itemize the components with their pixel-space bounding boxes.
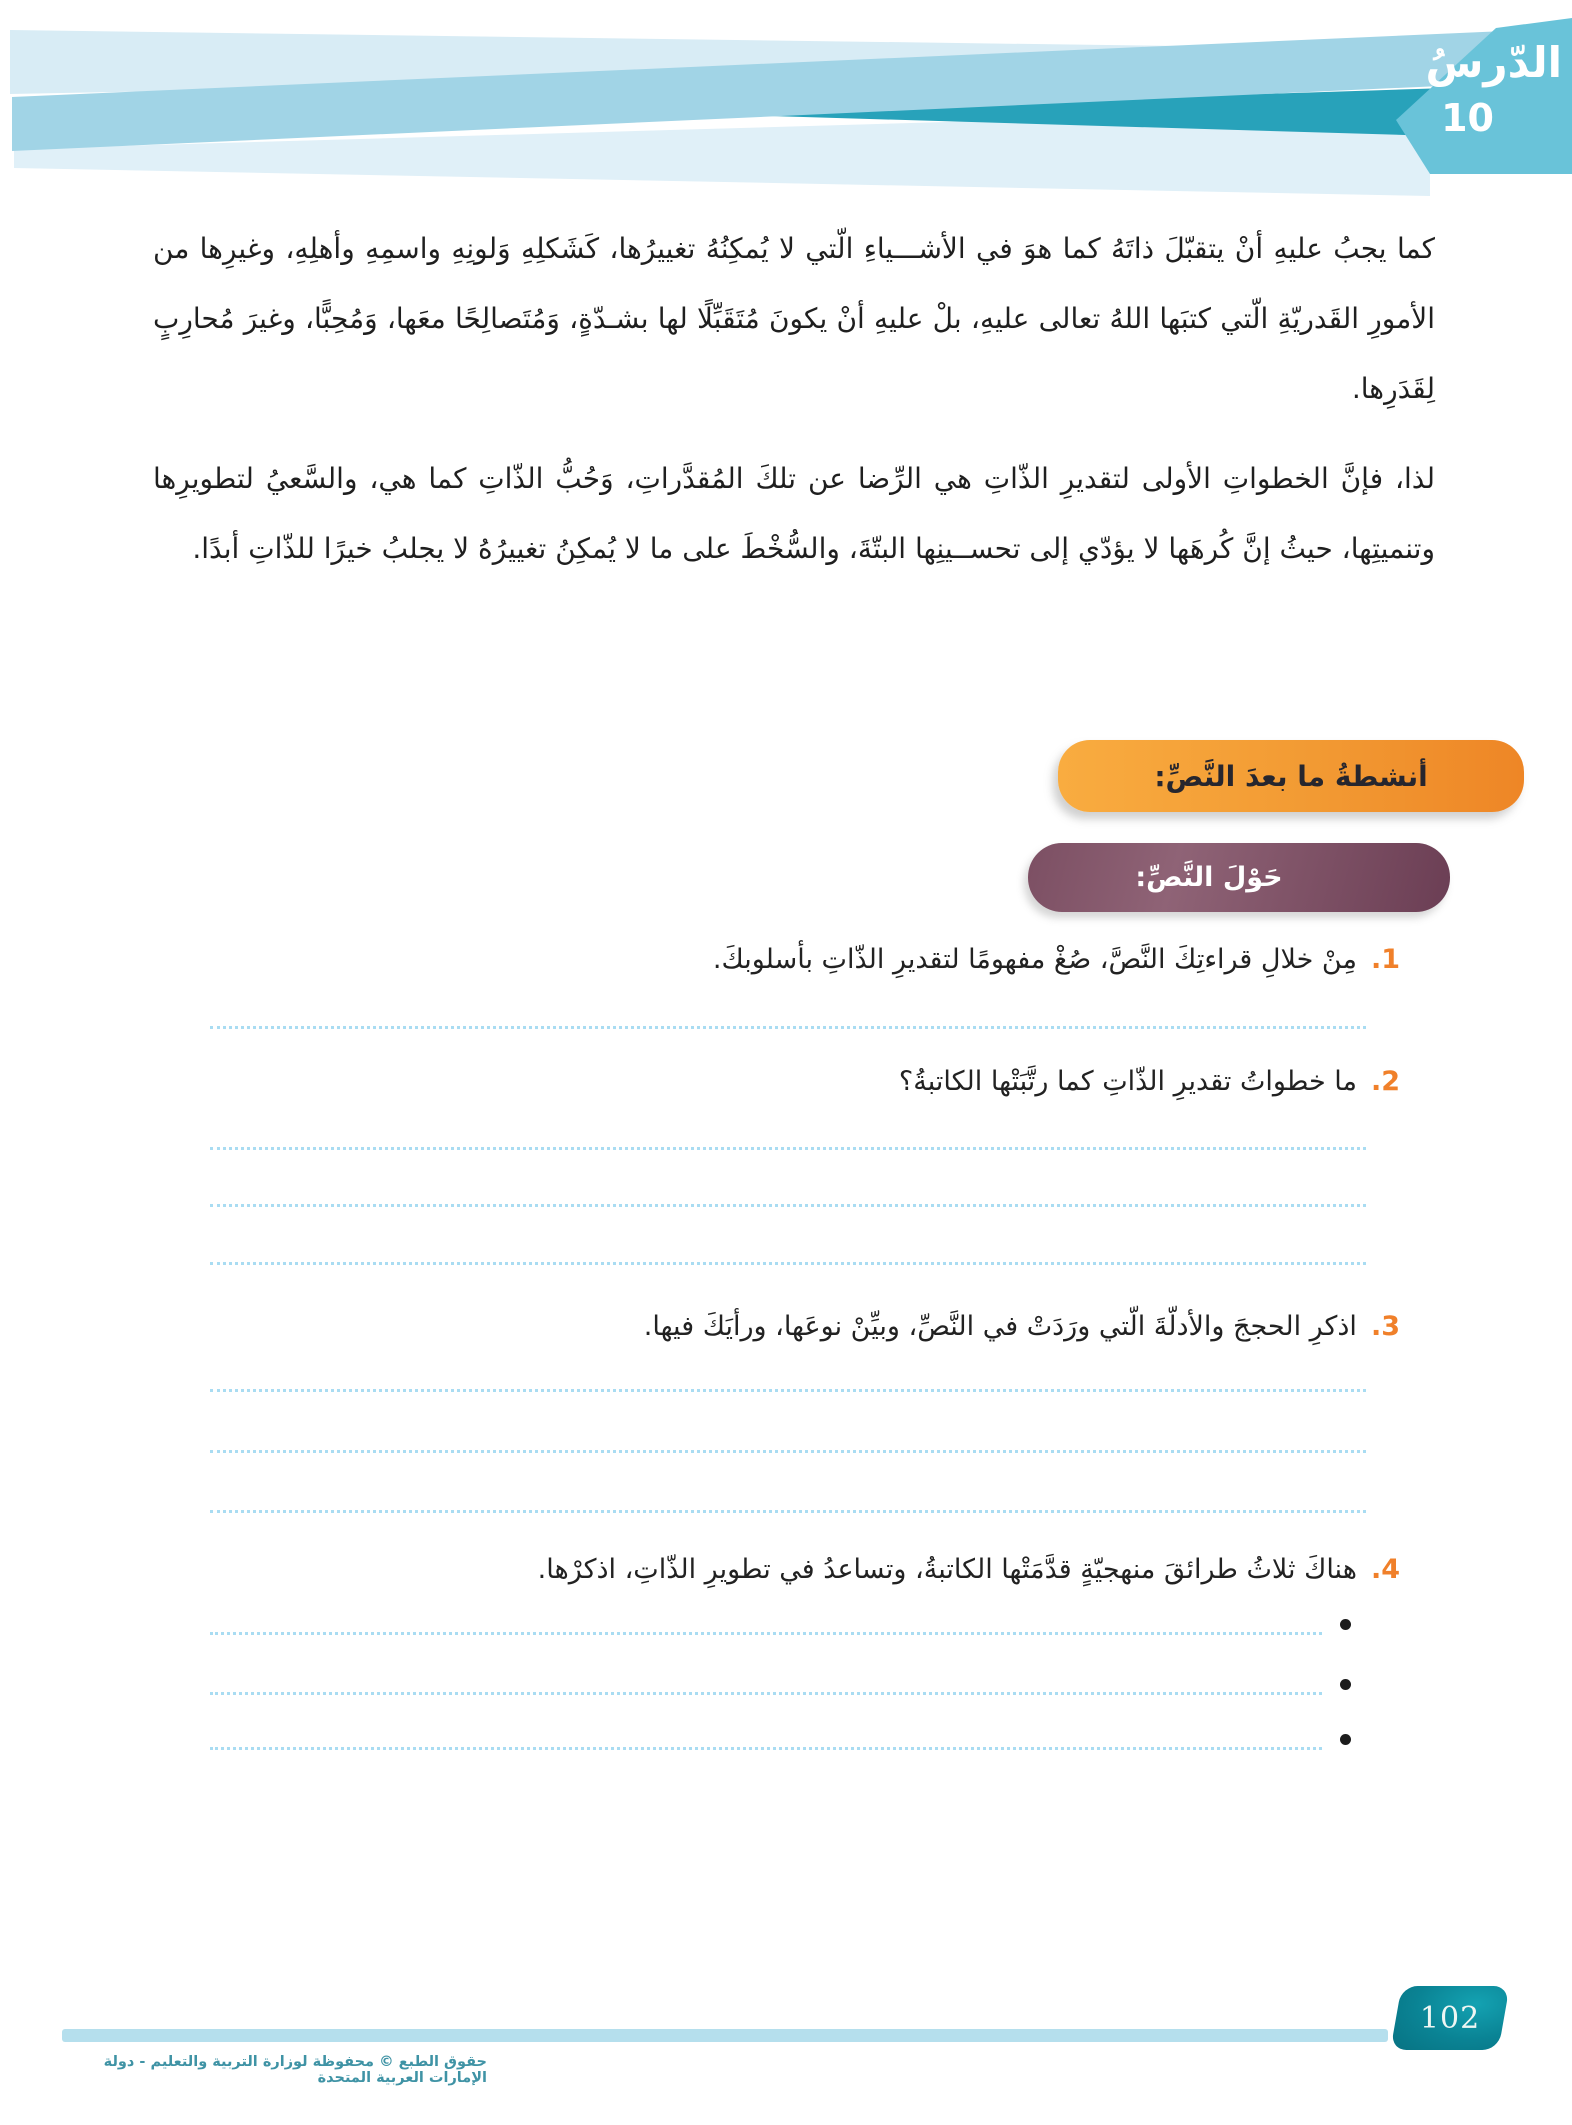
answer-line — [210, 1389, 1366, 1392]
about-the-text-label: حَوْلَ النَّصِّ: — [1135, 862, 1283, 893]
body-paragraph-2: لذا، فإنَّ الخطواتِ الأولى لتقديرِ الذّاتِ هي الرِّضا عن تلكَ المُقدَّراتِ، وَحُبُّ الذّاتِ كما هي، والسَّعيُ لتطويرِها وتنميتِها، حيثُ إنَّ كُرهَها لا يؤدّي إلى تحســينِها البتّةَ، والسُّخْطَ على ما لا يُمكِنُ تغييرُهُ لا يجلبُ خيرًا للذّاتِ أبدًا. — [153, 462, 1435, 565]
question-number: 2. — [1370, 1066, 1400, 1097]
page-number: 102 — [1419, 2000, 1481, 2036]
answer-line — [210, 1692, 1322, 1695]
copyright-text: حقوق الطبع © محفوظة لوزارة التربية والتعليم - دولة الإمارات العربية المتحدة — [103, 2054, 487, 2086]
question-number: 4. — [1370, 1554, 1400, 1585]
answer-line — [210, 1450, 1366, 1453]
question-text: ما خطواتُ تقديرِ الذّاتِ كما رتَّبَتْها الكاتبةُ؟ — [898, 1066, 1357, 1097]
body-paragraph-1: كما يجبُ عليهِ أنْ يتقبّلَ ذاتَهُ كما هوَ في الأشـــياءِ الّتي لا يُمكِنُهُ تغييرُها، كَشَكلِهِ وَلونِهِ واسمِهِ وأهلِهِ، وغيرِها من الأمورِ القَدريّةِ الّتي كتبَها اللهُ تعالى عليهِ، بلْ عليهِ أنْ يكونَ مُتَقَبِّلًا لها بشـدّةٍ، وَمُتَصالِحًا معَها، وَمُحِبًّا، وغيرَ مُحارِبٍ لِقَدَرِها. — [153, 232, 1435, 405]
post-text-activities-banner — [1058, 740, 1524, 812]
question-number: 1. — [1370, 944, 1400, 975]
question-item-4 — [150, 1546, 1400, 1594]
answer-line — [210, 1204, 1366, 1207]
answer-line — [210, 1510, 1366, 1513]
question-item-2 — [150, 1058, 1400, 1106]
answer-line — [210, 1747, 1322, 1750]
answer-line — [210, 1147, 1366, 1150]
page-header — [0, 0, 1572, 230]
about-the-text-banner — [1028, 843, 1450, 912]
footer-rule — [62, 2029, 1388, 2042]
lesson-number: 10 — [1441, 96, 1494, 140]
bullet-dot — [1340, 1734, 1351, 1745]
answer-line — [210, 1026, 1366, 1029]
question-text: هناكَ ثلاثُ طرائقَ منهجيّةٍ قدَّمَتْها الكاتبةُ، وتساعدُ في تطويرِ الذّاتِ، اذكرْها. — [537, 1554, 1357, 1585]
answer-line — [210, 1262, 1366, 1265]
bullet-dot — [1340, 1619, 1351, 1630]
post-text-activities-label: أنشطةُ ما بعدَ النَّصِّ: — [1154, 759, 1428, 793]
lesson-label: الدّرسُ — [1425, 38, 1562, 87]
question-text: مِنْ خلالِ قراءتِكَ النَّصَّ، صُغْ مفهومًا لتقديرِ الذّاتِ بأسلوبكَ. — [712, 944, 1357, 975]
question-item-1 — [150, 936, 1400, 984]
bullet-dot — [1340, 1679, 1351, 1690]
question-text: اذكرِ الحججَ والأدلّةَ الّتي ورَدَتْ في النَّصِّ، وبيِّنْ نوعَها، ورأيَكَ فيها. — [643, 1311, 1357, 1342]
page-number-badge — [1390, 1986, 1509, 2050]
question-item-3 — [150, 1303, 1400, 1351]
question-number: 3. — [1370, 1311, 1400, 1342]
answer-line — [210, 1632, 1322, 1635]
